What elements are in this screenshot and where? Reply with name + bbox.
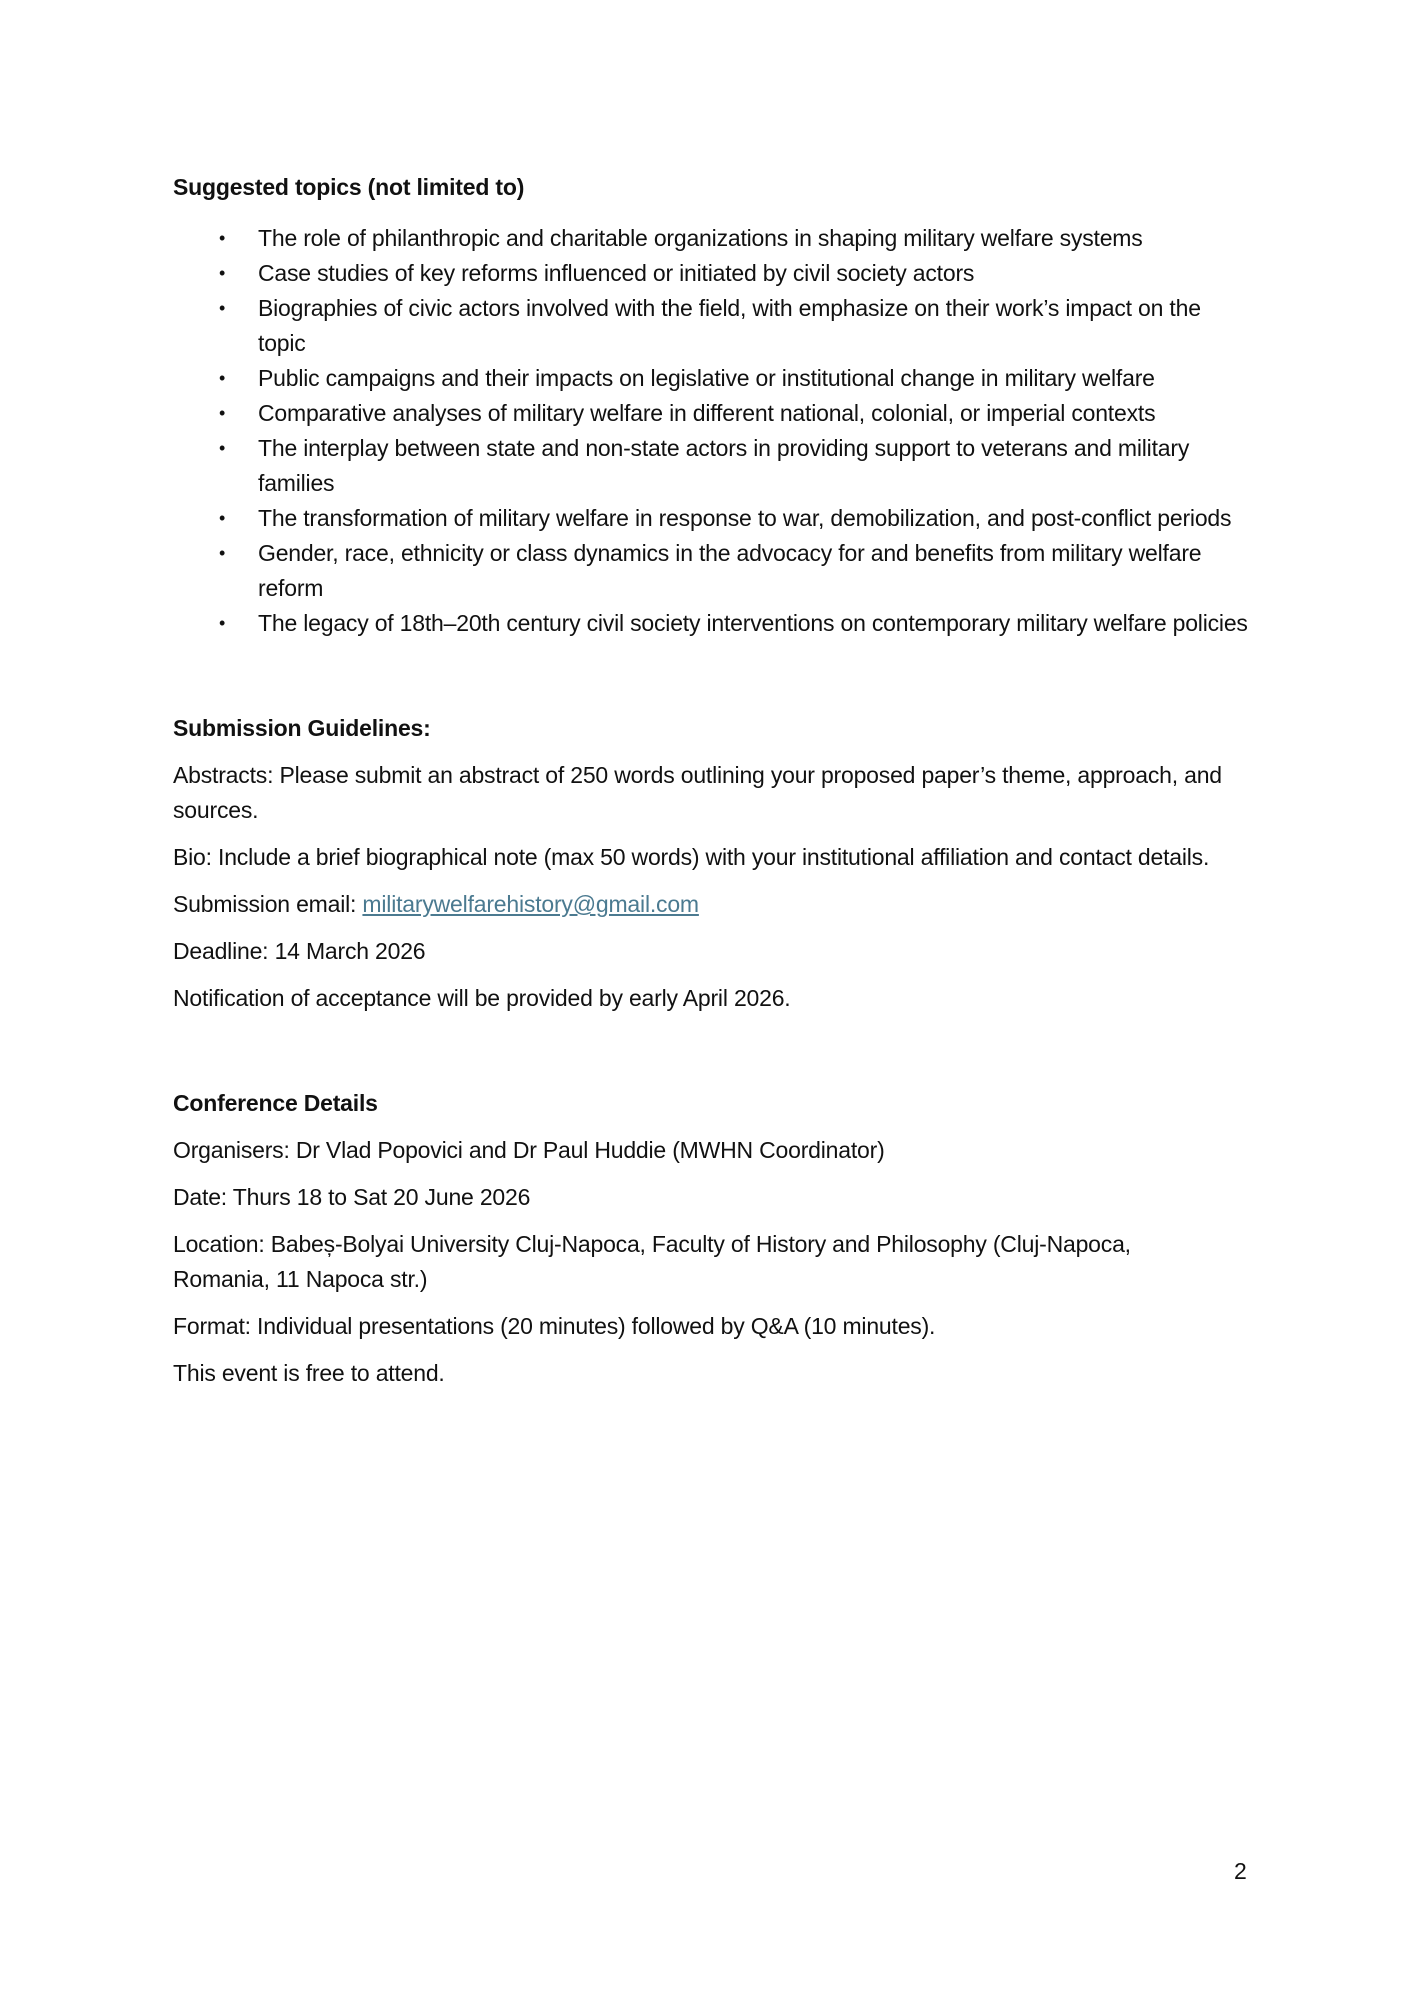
conference-details-section — [173, 1086, 1253, 1391]
topic-item — [173, 256, 1248, 291]
submission-email-link[interactable]: militarywelfarehistory@gmail.com — [362, 891, 699, 917]
bullet-icon: • — [219, 228, 226, 248]
topic-text: Public campaigns and their impacts on legislative or institutional change in military welfare — [258, 365, 1155, 391]
bullet-icon: • — [219, 263, 226, 283]
suggested-topics-section — [173, 170, 1253, 641]
topic-text: Comparative analyses of military welfare in different national, colonial, or imperial contexts — [258, 400, 1156, 426]
bullet-icon: • — [219, 368, 226, 388]
topic-item — [173, 396, 1248, 431]
bullet-icon: • — [219, 438, 226, 458]
deadline-paragraph: Deadline: 14 March 2026 — [173, 938, 426, 964]
date-paragraph: Date: Thurs 18 to Sat 20 June 2026 — [173, 1184, 531, 1210]
topic-text: Gender, race, ethnicity or class dynamics in the advocacy for and benefits from military welfare reform — [258, 540, 1202, 601]
submission-email-label: Submission email: — [173, 891, 363, 917]
location-paragraph: Location: Babeș-Bolyai University Cluj-Napoca, Faculty of History and Philosophy (Cluj-Napoca, Romania, 11 Napoca str.) — [173, 1231, 1131, 1292]
conference-details-heading: Conference Details — [173, 1090, 378, 1116]
topic-item — [173, 536, 1248, 606]
organisers-paragraph: Organisers: Dr Vlad Popovici and Dr Paul Huddie (MWHN Coordinator) — [173, 1137, 885, 1163]
topic-text: Biographies of civic actors involved with the field, with emphasize on their work’s impact on the topic — [258, 295, 1201, 356]
bullet-icon: • — [219, 508, 226, 528]
topic-item — [173, 501, 1248, 536]
topic-text: The legacy of 18th–20th century civil society interventions on contemporary military welfare policies — [258, 610, 1248, 636]
bio-paragraph: Bio: Include a brief biographical note (max 50 words) with your institutional affiliation and contact details. — [173, 844, 1210, 870]
topic-item — [173, 606, 1248, 641]
topic-item — [173, 431, 1248, 501]
bullet-icon: • — [219, 403, 226, 423]
topic-text: The interplay between state and non-state actors in providing support to veterans and military families — [258, 435, 1190, 496]
submission-guidelines-section — [173, 711, 1253, 1016]
topic-text: Case studies of key reforms influenced or initiated by civil society actors — [258, 260, 975, 286]
free-attendance-paragraph: This event is free to attend. — [173, 1360, 445, 1386]
suggested-topics-heading: Suggested topics (not limited to) — [173, 174, 525, 200]
abstracts-paragraph: Abstracts: Please submit an abstract of 250 words outlining your proposed paper’s theme, approach, and sources. — [173, 762, 1222, 823]
topic-text: The role of philanthropic and charitable organizations in shaping military welfare systems — [258, 225, 1143, 251]
bullet-icon: • — [219, 543, 226, 563]
page-number: 2 — [1234, 1858, 1247, 1884]
bullet-icon: • — [219, 613, 226, 633]
topic-item — [173, 291, 1248, 361]
topic-item — [173, 361, 1248, 396]
topic-text: The transformation of military welfare in response to war, demobilization, and post-conflict periods — [258, 505, 1232, 531]
page-content — [173, 170, 1253, 1391]
topic-item — [173, 221, 1248, 256]
format-paragraph: Format: Individual presentations (20 minutes) followed by Q&A (10 minutes). — [173, 1313, 936, 1339]
submission-email-paragraph — [173, 887, 1233, 922]
topics-list — [173, 221, 1253, 641]
notification-paragraph: Notification of acceptance will be provided by early April 2026. — [173, 985, 791, 1011]
submission-guidelines-heading: Submission Guidelines: — [173, 715, 431, 741]
bullet-icon: • — [219, 298, 226, 318]
